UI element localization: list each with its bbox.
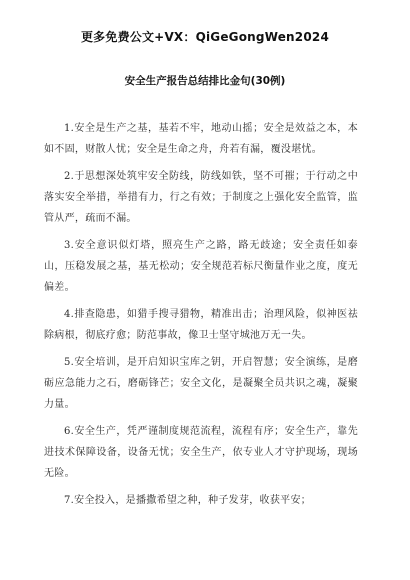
document-title: 安全生产报告总结排比金句(30例) <box>124 75 286 87</box>
paragraph-6: 6.安全生产，凭严谨制度规范流程，流程有序；安全生产，靠先进技术保障设备，设备无忧；安全生产，依专业人才守护现场，现场无险。 <box>44 426 358 479</box>
paragraph-7: 7.安全投入，是播撒希望之种，种子发芽，收获平安； <box>64 495 312 506</box>
document-body <box>44 118 358 517</box>
promo-header: 更多免费公文+VX：QiGeGongWen2024 <box>80 30 329 44</box>
paragraph-4: 4.排查隐患，如猎手搜寻猎物，精准出击；治理风险，似神医祛除病根，彻底疗愈；防范事故，像卫士坚守城池万无一失。 <box>44 309 358 341</box>
paragraph-5: 5.安全培训，是开启知识宝库之钥，开启智慧；安全演练，是磨砺应急能力之石，磨砺锋芒；安全文化，是凝聚全员共识之魂，凝聚力量。 <box>44 357 358 410</box>
paragraph-1: 1.安全是生产之基，基若不牢，地动山摇；安全是效益之本，本如不固，财散人忧；安全是生命之舟，舟若有漏，覆没堪忧。 <box>44 123 358 155</box>
paragraph-2: 2.于思想深处筑牢安全防线，防线如铁，坚不可摧；于行动之中落实安全举措，举措有力，行之有效；于制度之上强化安全监管，监管从严，疏而不漏。 <box>44 171 358 224</box>
paragraph-3: 3.安全意识似灯塔，照亮生产之路，路无歧途；安全责任如泰山，压稳发展之基，基无松动；安全规范若标尺衡量作业之度，度无偏差。 <box>44 240 358 293</box>
